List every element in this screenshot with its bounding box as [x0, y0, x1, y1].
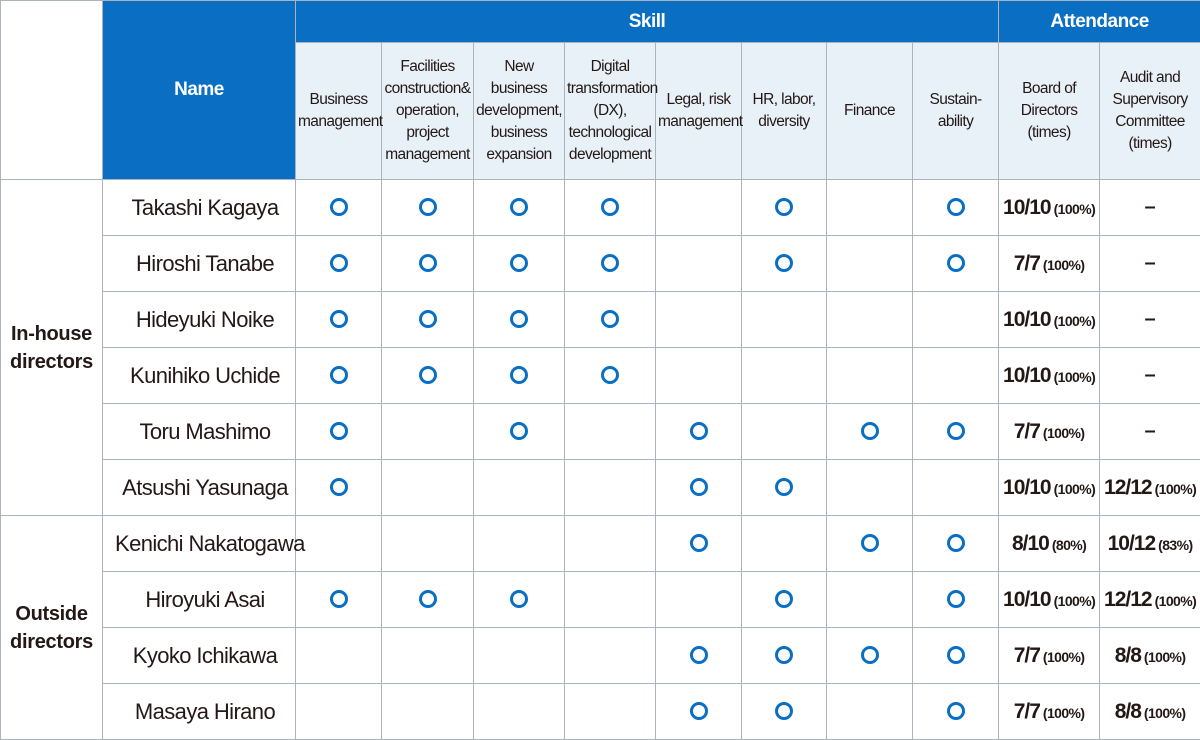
- attendance-count: 8/8: [1114, 643, 1141, 667]
- skill-cell: [827, 460, 913, 516]
- table-row: [1, 460, 1200, 516]
- circle-mark-icon: [330, 310, 348, 328]
- skill-column-header: Business management: [296, 43, 382, 180]
- skill-cell: [382, 236, 474, 292]
- header-row-top: [1, 1, 1200, 43]
- skill-cell: [913, 628, 999, 684]
- attendance-percent: (100%): [1053, 200, 1096, 217]
- skill-cell: [382, 180, 474, 236]
- director-name: Hideyuki Noike: [103, 292, 296, 348]
- attendance-cell: [999, 348, 1100, 404]
- circle-mark-icon: [510, 310, 528, 328]
- circle-mark-icon: [690, 702, 708, 720]
- skill-cell: [382, 292, 474, 348]
- skill-cell: [296, 460, 382, 516]
- attendance-cell: [1100, 236, 1200, 292]
- director-name: Masaya Hirano: [103, 684, 296, 740]
- director-name: Hiroshi Tanabe: [103, 236, 296, 292]
- attendance-count: 10/10: [1003, 587, 1051, 611]
- skill-cell: [742, 516, 827, 572]
- skill-cell: [742, 236, 827, 292]
- attendance-cell: [999, 180, 1100, 236]
- skill-cell: [656, 628, 742, 684]
- attendance-cell: [999, 460, 1100, 516]
- circle-mark-icon: [775, 590, 793, 608]
- skill-cell: [474, 460, 565, 516]
- skill-cell: [382, 404, 474, 460]
- skill-cell: [382, 628, 474, 684]
- attendance-percent: (100%): [1143, 704, 1186, 721]
- skill-cell: [913, 572, 999, 628]
- attendance-percent: (100%): [1042, 704, 1085, 721]
- attendance-cell: [999, 684, 1100, 740]
- skill-cell: [565, 180, 656, 236]
- circle-mark-icon: [861, 422, 879, 440]
- skill-cell: [742, 572, 827, 628]
- skill-cell: [656, 236, 742, 292]
- attendance-percent: (100%): [1143, 648, 1186, 665]
- circle-mark-icon: [419, 366, 437, 384]
- circle-mark-icon: [510, 590, 528, 608]
- skill-cell: [474, 348, 565, 404]
- skill-cell: [656, 180, 742, 236]
- attendance-count: 8/10: [1011, 531, 1049, 555]
- skill-cell: [913, 516, 999, 572]
- no-data-dash: –: [1144, 308, 1156, 330]
- attendance-percent: (100%): [1042, 648, 1085, 665]
- director-name: Kunihiko Uchide: [103, 348, 296, 404]
- skill-cell: [742, 628, 827, 684]
- circle-mark-icon: [775, 198, 793, 216]
- skill-cell: [474, 236, 565, 292]
- table-row: [1, 180, 1200, 236]
- attendance-cell: [999, 628, 1100, 684]
- skill-cell: [474, 516, 565, 572]
- attendance-count: 10/10: [1003, 307, 1051, 331]
- circle-mark-icon: [690, 422, 708, 440]
- director-name: Atsushi Yasunaga: [103, 460, 296, 516]
- skill-cell: [827, 348, 913, 404]
- attendance-percent: (100%): [1053, 312, 1096, 329]
- attendance-percent: (100%): [1154, 480, 1197, 497]
- attendance-count: 10/12: [1107, 531, 1156, 555]
- skill-cell: [565, 348, 656, 404]
- skill-cell: [827, 180, 913, 236]
- circle-mark-icon: [601, 310, 619, 328]
- attendance-cell: [1100, 292, 1200, 348]
- circle-mark-icon: [330, 422, 348, 440]
- skill-cell: [656, 516, 742, 572]
- skill-cell: [827, 572, 913, 628]
- no-data-dash: –: [1144, 420, 1156, 442]
- circle-mark-icon: [510, 198, 528, 216]
- skill-cell: [474, 684, 565, 740]
- attendance-count: 7/7: [1013, 419, 1040, 443]
- skill-header: Skill: [296, 1, 999, 43]
- circle-mark-icon: [947, 534, 965, 552]
- attendance-column-header: Audit and Supervisory Committee (times): [1100, 43, 1200, 180]
- table-row: [1, 404, 1200, 460]
- table-row: [1, 628, 1200, 684]
- skill-cell: [742, 348, 827, 404]
- circle-mark-icon: [775, 702, 793, 720]
- skill-cell: [742, 460, 827, 516]
- attendance-count: 10/10: [1003, 475, 1051, 499]
- skill-cell: [565, 236, 656, 292]
- attendance-count: 7/7: [1013, 699, 1040, 723]
- no-data-dash: –: [1144, 364, 1156, 386]
- attendance-cell: [999, 292, 1100, 348]
- attendance-cell: [1100, 516, 1200, 572]
- attendance-column-header: Board of Directors (times): [999, 43, 1100, 180]
- skill-cell: [296, 180, 382, 236]
- circle-mark-icon: [601, 254, 619, 272]
- skill-column-header: Digital transformation (DX), technological development: [565, 43, 656, 180]
- circle-mark-icon: [419, 254, 437, 272]
- circle-mark-icon: [330, 478, 348, 496]
- skill-cell: [382, 516, 474, 572]
- attendance-count: 12/12: [1104, 475, 1152, 499]
- skill-cell: [565, 516, 656, 572]
- attendance-cell: [1100, 572, 1200, 628]
- circle-mark-icon: [947, 646, 965, 664]
- director-name: Kyoko Ichikawa: [103, 628, 296, 684]
- attendance-cell: [999, 236, 1100, 292]
- director-name: Takashi Kagaya: [103, 180, 296, 236]
- circle-mark-icon: [775, 646, 793, 664]
- skill-cell: [913, 460, 999, 516]
- circle-mark-icon: [419, 198, 437, 216]
- circle-mark-icon: [330, 254, 348, 272]
- attendance-count: 10/10: [1003, 195, 1051, 219]
- circle-mark-icon: [947, 590, 965, 608]
- circle-mark-icon: [330, 198, 348, 216]
- circle-mark-icon: [861, 534, 879, 552]
- attendance-percent: (100%): [1042, 424, 1085, 441]
- table-row: [1, 572, 1200, 628]
- skill-cell: [913, 348, 999, 404]
- skill-column-header: Legal, risk management: [656, 43, 742, 180]
- skill-cell: [296, 236, 382, 292]
- skill-column-header: Sustain- ability: [913, 43, 999, 180]
- skill-cell: [913, 236, 999, 292]
- attendance-cell: [1100, 404, 1200, 460]
- skill-cell: [296, 684, 382, 740]
- circle-mark-icon: [775, 478, 793, 496]
- attendance-count: 10/10: [1003, 363, 1051, 387]
- skill-cell: [382, 348, 474, 404]
- no-data-dash: –: [1144, 196, 1156, 218]
- skill-cell: [296, 572, 382, 628]
- attendance-percent: (100%): [1053, 592, 1096, 609]
- attendance-percent: (100%): [1053, 480, 1096, 497]
- skill-cell: [742, 180, 827, 236]
- skill-cell: [565, 684, 656, 740]
- skill-column-header: Finance: [827, 43, 913, 180]
- circle-mark-icon: [510, 254, 528, 272]
- skill-cell: [565, 292, 656, 348]
- skill-cell: [656, 684, 742, 740]
- skill-cell: [565, 404, 656, 460]
- skill-cell: [474, 404, 565, 460]
- skill-cell: [656, 572, 742, 628]
- skill-cell: [474, 572, 565, 628]
- skill-cell: [742, 292, 827, 348]
- attendance-cell: [1100, 460, 1200, 516]
- director-name: Kenichi Nakatogawa: [103, 516, 296, 572]
- skill-cell: [296, 628, 382, 684]
- circle-mark-icon: [861, 646, 879, 664]
- skill-cell: [565, 460, 656, 516]
- circle-mark-icon: [947, 254, 965, 272]
- circle-mark-icon: [419, 590, 437, 608]
- skill-cell: [913, 180, 999, 236]
- attendance-count: 8/8: [1114, 699, 1141, 723]
- attendance-cell: [999, 516, 1100, 572]
- group-label: Outside directors: [1, 516, 103, 740]
- circle-mark-icon: [947, 422, 965, 440]
- skill-cell: [296, 292, 382, 348]
- skill-cell: [827, 516, 913, 572]
- circle-mark-icon: [947, 702, 965, 720]
- director-name: Toru Mashimo: [103, 404, 296, 460]
- attendance-count: 12/12: [1104, 587, 1152, 611]
- corner-cell: [1, 1, 103, 180]
- skill-cell: [827, 404, 913, 460]
- skill-cell: [656, 460, 742, 516]
- circle-mark-icon: [330, 590, 348, 608]
- skill-cell: [827, 292, 913, 348]
- skill-cell: [656, 348, 742, 404]
- table-row: [1, 684, 1200, 740]
- attendance-percent: (80%): [1051, 536, 1087, 553]
- skill-cell: [827, 684, 913, 740]
- skill-cell: [656, 292, 742, 348]
- director-name: Hiroyuki Asai: [103, 572, 296, 628]
- skill-cell: [296, 404, 382, 460]
- skill-cell: [742, 404, 827, 460]
- name-header: Name: [103, 1, 296, 180]
- skill-cell: [474, 628, 565, 684]
- attendance-count: 7/7: [1013, 643, 1040, 667]
- attendance-cell: [1100, 180, 1200, 236]
- group-label: In-house directors: [1, 180, 103, 516]
- attendance-percent: (83%): [1158, 536, 1193, 553]
- table-row: [1, 236, 1200, 292]
- circle-mark-icon: [601, 198, 619, 216]
- skill-cell: [565, 572, 656, 628]
- circle-mark-icon: [419, 310, 437, 328]
- table-row: [1, 516, 1200, 572]
- skill-cell: [474, 180, 565, 236]
- circle-mark-icon: [947, 198, 965, 216]
- skill-cell: [296, 516, 382, 572]
- skill-column-header: HR, labor, diversity: [742, 43, 827, 180]
- attendance-cell: [999, 572, 1100, 628]
- skill-cell: [913, 404, 999, 460]
- circle-mark-icon: [690, 646, 708, 664]
- attendance-cell: [1100, 684, 1200, 740]
- skill-cell: [656, 404, 742, 460]
- skill-cell: [913, 684, 999, 740]
- circle-mark-icon: [601, 366, 619, 384]
- table-body: [1, 180, 1200, 740]
- attendance-count: 7/7: [1013, 251, 1040, 275]
- skill-cell: [913, 292, 999, 348]
- skill-cell: [382, 460, 474, 516]
- circle-mark-icon: [775, 254, 793, 272]
- skill-cell: [382, 684, 474, 740]
- attendance-cell: [999, 404, 1100, 460]
- attendance-cell: [1100, 628, 1200, 684]
- skill-column-header: New business development, business expansion: [474, 43, 565, 180]
- skill-cell: [742, 684, 827, 740]
- circle-mark-icon: [690, 534, 708, 552]
- attendance-cell: [1100, 348, 1200, 404]
- no-data-dash: –: [1144, 252, 1156, 274]
- attendance-percent: (100%): [1053, 368, 1096, 385]
- skill-cell: [296, 348, 382, 404]
- skill-cell: [827, 236, 913, 292]
- skill-column-header: Facilities construction& operation, project management: [382, 43, 474, 180]
- circle-mark-icon: [330, 366, 348, 384]
- table-row: [1, 292, 1200, 348]
- attendance-header: Attendance: [999, 1, 1200, 43]
- skill-cell: [565, 628, 656, 684]
- skill-cell: [382, 572, 474, 628]
- attendance-percent: (100%): [1042, 256, 1085, 273]
- skill-cell: [474, 292, 565, 348]
- table-row: [1, 348, 1200, 404]
- skill-cell: [827, 628, 913, 684]
- circle-mark-icon: [510, 366, 528, 384]
- circle-mark-icon: [690, 478, 708, 496]
- attendance-percent: (100%): [1154, 592, 1197, 609]
- circle-mark-icon: [510, 422, 528, 440]
